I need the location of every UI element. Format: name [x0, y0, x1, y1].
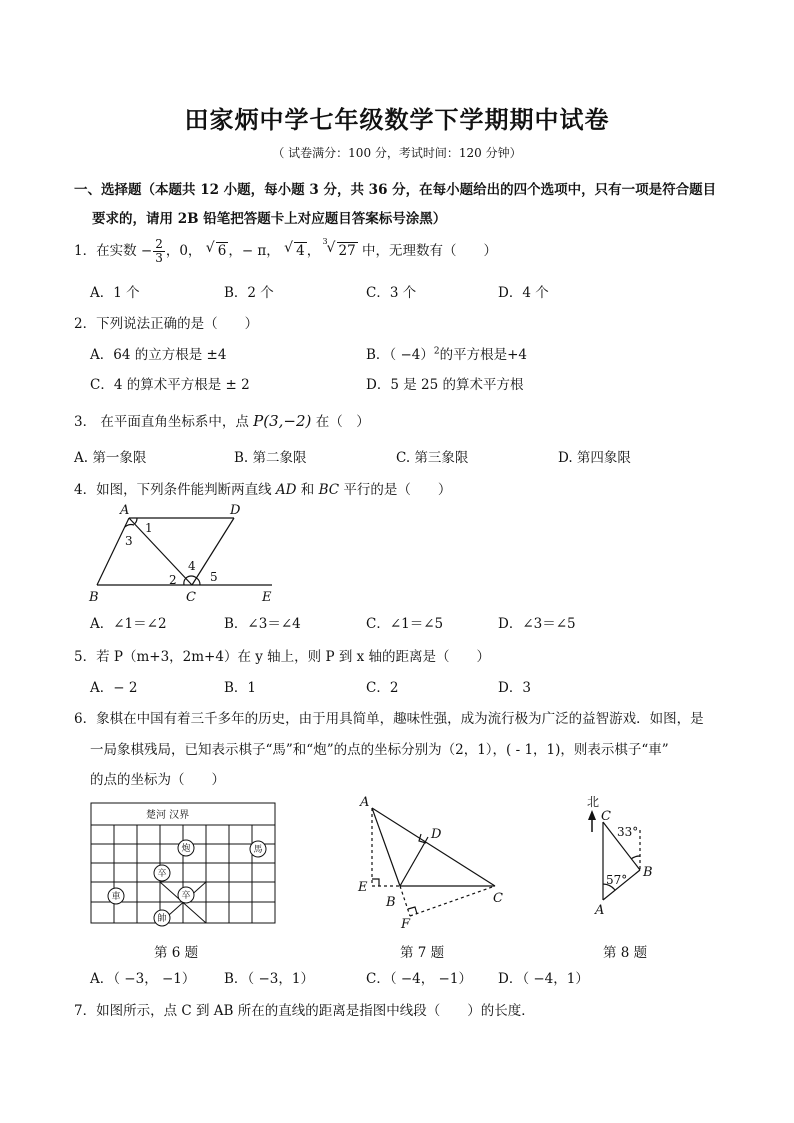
- q1-option-a: A．1 个: [90, 285, 140, 301]
- fig8-direction: [570, 790, 690, 920]
- q1-sqrt4: √ 4: [294, 242, 307, 259]
- q2-b-pre: B．（ −4）: [366, 347, 434, 363]
- q4-bc: BC: [318, 482, 340, 498]
- q4-stem-pre: 4．如图，下列条件能判断两直线: [74, 482, 276, 498]
- q4-ad: AD: [275, 482, 297, 498]
- q3-option-b: B. 第二象限: [234, 450, 307, 466]
- piece-zu-1: [154, 865, 170, 881]
- q2-option-d: D．5 是 25 的算术平方根: [366, 377, 524, 393]
- north-arrow-icon: [588, 810, 596, 820]
- fig8-north-label: 北: [587, 795, 600, 809]
- fig7-triangle: [352, 790, 512, 938]
- q6-option-a: A．（ −3， −1）: [90, 971, 196, 987]
- question-6-line1: 6．象棋在中国有着三千多年的历史，由于用具简单，趣味性强，成为流行极为广泛的益智游戏．如图，是: [74, 711, 704, 727]
- q3-option-d: D. 第四象限: [558, 450, 631, 466]
- fig8-label-c: C: [601, 809, 611, 824]
- q4-angle-5: 5: [210, 570, 218, 584]
- q4-option-d: D．∠3＝∠5: [498, 616, 576, 632]
- fig7-label-e: E: [358, 880, 368, 895]
- q4-angle-4: 4: [188, 559, 196, 573]
- svg-text:卒: 卒: [157, 869, 167, 879]
- piece-shuai: [154, 910, 170, 926]
- fig7-label-c: C: [493, 891, 503, 906]
- q4-arc-4: [186, 576, 197, 578]
- q4-label-e: E: [262, 590, 272, 605]
- q3-point: P(3,−2): [253, 412, 312, 430]
- q6-option-c: C．（ −4， −1）: [366, 971, 472, 987]
- q1-frac-num: 2: [155, 237, 163, 251]
- q3-pre: 3． 在平面直角坐标系中，点: [74, 414, 254, 430]
- fig7-bd: [400, 837, 428, 886]
- fig7-fc-dashed: [410, 886, 495, 916]
- q4-option-a: A．∠1＝∠2: [90, 616, 167, 632]
- q2-option-a: A．64 的立方根是 ±4: [90, 347, 227, 363]
- fig7-bf-dashed: [400, 886, 410, 916]
- q4-arc-5: [197, 578, 201, 585]
- question-6-line2: 一局象棋残局，已知表示棋子“馬”和“炮”的点的坐标分别为（2，1），( - 1，1)，则表示棋子“車”: [90, 742, 669, 758]
- question-4-stem: [74, 478, 451, 498]
- q4-option-b: B．∠3＝∠4: [224, 616, 301, 632]
- q5-option-a: A．− 2: [90, 680, 138, 696]
- q1-sqrt6: √ 6: [216, 242, 229, 259]
- q3-option-c: C. 第三象限: [396, 450, 469, 466]
- q4-label-c: C: [186, 590, 196, 605]
- q4-stem-post: 平行的是（ ）: [339, 482, 452, 498]
- q1-option-c: C．3 个: [366, 285, 417, 301]
- q4-label-d: D: [230, 503, 241, 518]
- svg-text:帥: 帥: [157, 914, 167, 924]
- question-3-stem: [74, 410, 370, 430]
- question-7-stem: 7．如图所示，点 C 到 AB 所在的直线的距离是指图中线段（ ）的长度．: [74, 1003, 535, 1019]
- q1-option-b: B．2 个: [224, 285, 274, 301]
- svg-text:炮: 炮: [181, 844, 191, 854]
- caption-fig7: 第 7 题: [400, 945, 445, 961]
- q4-option-c: C．∠1＝∠5: [366, 616, 444, 632]
- q5-option-b: B．1: [224, 680, 257, 696]
- page-subtitle: （ 试卷满分：100 分，考试时间：120 分钟）: [272, 146, 522, 160]
- board-grid: [91, 825, 275, 923]
- q1-fraction: [153, 238, 165, 265]
- question-6-line3: 的点的坐标为（ ）: [90, 772, 225, 788]
- question-1-stem: 1．在实数 − $\frac{2}{3}$ ，0， √ 6 ，− π， √ 4 ， √ 27 3 中，无理数有（ ）: [74, 238, 497, 265]
- q4-angle-3: 3: [125, 534, 133, 548]
- q4-arc-2: [184, 578, 186, 585]
- q5-option-c: C．2: [366, 680, 399, 696]
- svg-text:馬: 馬: [253, 845, 263, 855]
- page-title: 田家炳中学七年级数学下学期期中试卷: [184, 105, 610, 134]
- q4-label-b: B: [89, 590, 99, 605]
- q1-suffix: 中，无理数有（ ）: [357, 243, 497, 259]
- q3-option-a: A. 第一象限: [74, 450, 147, 466]
- q2-b-post: 的平方根是+4: [439, 347, 528, 363]
- question-5-stem: 5．若 P（m+3，2m+4）在 y 轴上，则 P 到 x 轴的距离是（ ）: [74, 649, 491, 665]
- fig8-label-a: A: [595, 903, 605, 918]
- q1-cbrt27: √ 27 3: [337, 242, 358, 259]
- fig7-ac: [372, 808, 495, 886]
- caption-fig8: 第 8 题: [603, 945, 648, 961]
- fig8-label-b: B: [643, 865, 653, 880]
- piece-ma: [250, 841, 266, 857]
- fig7-label-f: F: [401, 917, 411, 932]
- section-heading-line1: 一、选择题（本题共 12 小题，每小题 3 分，共 36 分，在每小题给出的四个选项中，只有一项是符合题目: [74, 182, 717, 198]
- q2-option-b: [366, 343, 527, 363]
- fig7-label-a: A: [360, 795, 370, 810]
- fig7-label-b: B: [386, 895, 396, 910]
- q4-arc-1: [135, 518, 138, 524]
- question-2-stem: 2．下列说法正确的是（ ）: [74, 316, 259, 332]
- q4-line-ab: [97, 518, 129, 585]
- svg-text:卒: 卒: [181, 891, 191, 901]
- caption-fig6: 第 6 题: [154, 945, 199, 961]
- q4-angle-1: 1: [145, 521, 153, 535]
- fig8-angle-57: 57°: [606, 873, 628, 887]
- fig7-right-angle-e: [372, 879, 379, 886]
- fig7-right-angle-f: [408, 907, 417, 914]
- q1-option-d: D．4 个: [498, 285, 549, 301]
- q1-mid: ，− π，: [228, 243, 280, 259]
- piece-che: [108, 888, 124, 904]
- q1-prefix: 1．在实数 −: [74, 243, 153, 259]
- piece-zu-2: [178, 887, 194, 903]
- q3-post: 在（ ）: [311, 414, 370, 430]
- fig8-arc-b: [631, 856, 640, 859]
- q2-b-sup: 2: [433, 346, 440, 357]
- q2-option-c: C．4 的算术平方根是 ± 2: [90, 377, 250, 393]
- fig7-label-d: D: [431, 827, 442, 842]
- q6-option-b: B．（ −3，1）: [224, 971, 314, 987]
- fig8-angle-33: 33°: [617, 825, 639, 839]
- q6-option-d: D．（ −4，1）: [498, 971, 589, 987]
- q4-line-ac: [129, 518, 192, 585]
- q4-and: 和: [296, 482, 319, 498]
- fig6-chess-board: [88, 800, 284, 930]
- q4-figure: [84, 500, 284, 608]
- fig7-ab: [372, 808, 400, 886]
- q1-frac-den: 3: [155, 251, 163, 265]
- q4-label-a: A: [120, 503, 130, 518]
- section-heading-line2: 要求的，请用 2B 铅笔把答题卡上对应题目答案标号涂黑）: [92, 211, 447, 227]
- q1-zero: ，0，: [165, 243, 202, 259]
- svg-text:車: 車: [111, 892, 121, 902]
- river-label: 楚河 汉界: [146, 810, 190, 821]
- q4-angle-2: 2: [169, 573, 177, 587]
- piece-pao: [178, 840, 194, 856]
- q5-option-d: D．3: [498, 680, 531, 696]
